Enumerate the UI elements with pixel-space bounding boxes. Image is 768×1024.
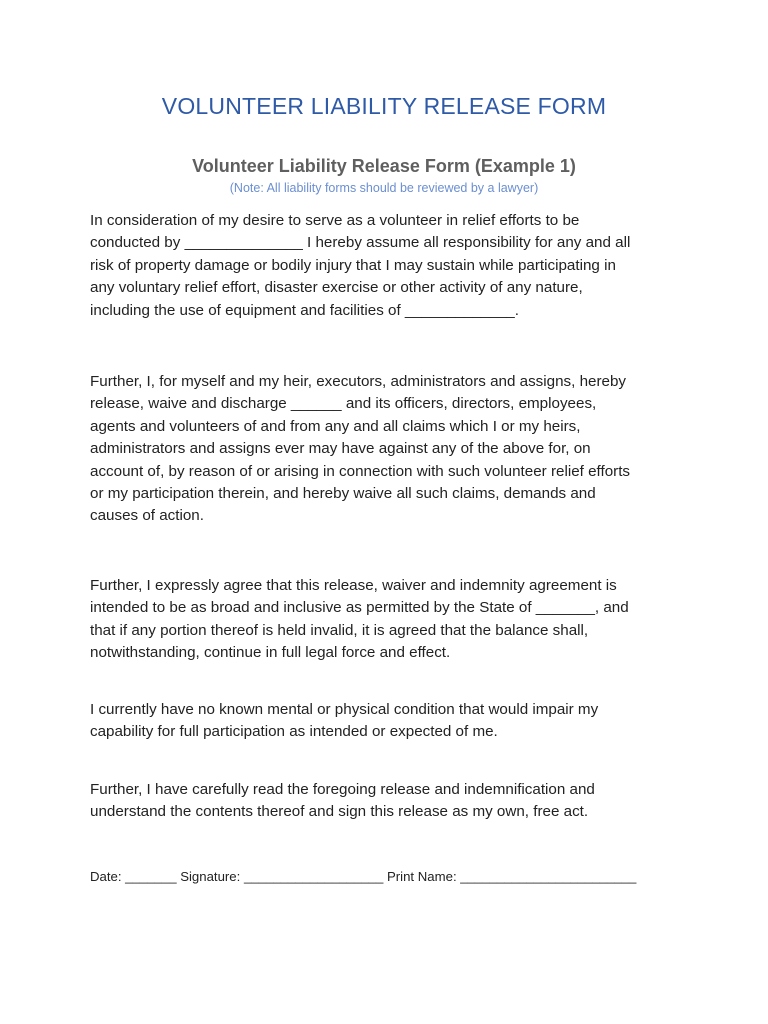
signature-line: Date: _______ Signature: ___________________ Print Name: ________________________	[90, 869, 637, 884]
paragraph-line: conducted by ______________ I hereby assume all responsibility for any and all	[90, 234, 631, 252]
paragraph-acknowledgement	[90, 779, 690, 824]
paragraph-line: Further, I expressly agree that this release, waiver and indemnity agreement is	[90, 577, 617, 594]
paragraph-line: account of, by reason of or arising in connection with such volunteer relief efforts	[90, 462, 631, 480]
paragraph-line: or my participation therein, and hereby waive all such claims, demands and	[90, 485, 596, 503]
document-title: VOLUNTEER LIABILITY RELEASE FORM	[161, 93, 607, 119]
paragraph-line: including the use of equipment and facilities of _____________.	[90, 301, 519, 319]
paragraph-indemnity-agreement	[90, 575, 690, 665]
paragraph-line: intended to be as broad and inclusive as permitted by the State of _______, and	[90, 599, 629, 617]
paragraph-line: capability for full participation as intended or expected of me.	[90, 723, 498, 741]
paragraph-assumption-of-risk	[90, 210, 690, 322]
lawyer-review-note: (Note: All liability forms should be reviewed by a lawyer)	[229, 181, 539, 195]
paragraph-line: Further, I have carefully read the foregoing release and indemnification and	[90, 781, 595, 798]
paragraph-line: agents and volunteers of and from any and all claims which I or my heirs,	[90, 417, 581, 435]
paragraph-line: any voluntary relief effort, disaster exercise or other activity of any nature,	[90, 279, 583, 297]
paragraph-line: release, waive and discharge ______ and its officers, directors, employees,	[90, 395, 597, 413]
paragraph-line: notwithstanding, continue in full legal force and effect.	[90, 644, 451, 662]
paragraph-line: Further, I, for myself and my heir, executors, administrators and assigns, hereby	[90, 373, 627, 390]
paragraph-line: that if any portion thereof is held invalid, it is agreed that the balance shall,	[90, 621, 589, 639]
paragraph-line: I currently have no known mental or physical condition that would impair my	[90, 701, 599, 718]
paragraph-line: causes of action.	[90, 507, 204, 525]
paragraph-line: understand the contents thereof and sign this release as my own, free act.	[90, 803, 589, 821]
document-subtitle: Volunteer Liability Release Form (Example 1)	[192, 156, 576, 176]
paragraph-line: risk of property damage or bodily injury that I may sustain while participating in	[90, 256, 616, 274]
paragraph-line: administrators and assigns ever may have against any of the above for, on	[90, 440, 591, 458]
paragraph-line: In consideration of my desire to serve as a volunteer in relief efforts to be	[90, 212, 580, 229]
paragraph-release-waiver	[90, 371, 690, 528]
paragraph-medical-condition	[90, 699, 690, 744]
